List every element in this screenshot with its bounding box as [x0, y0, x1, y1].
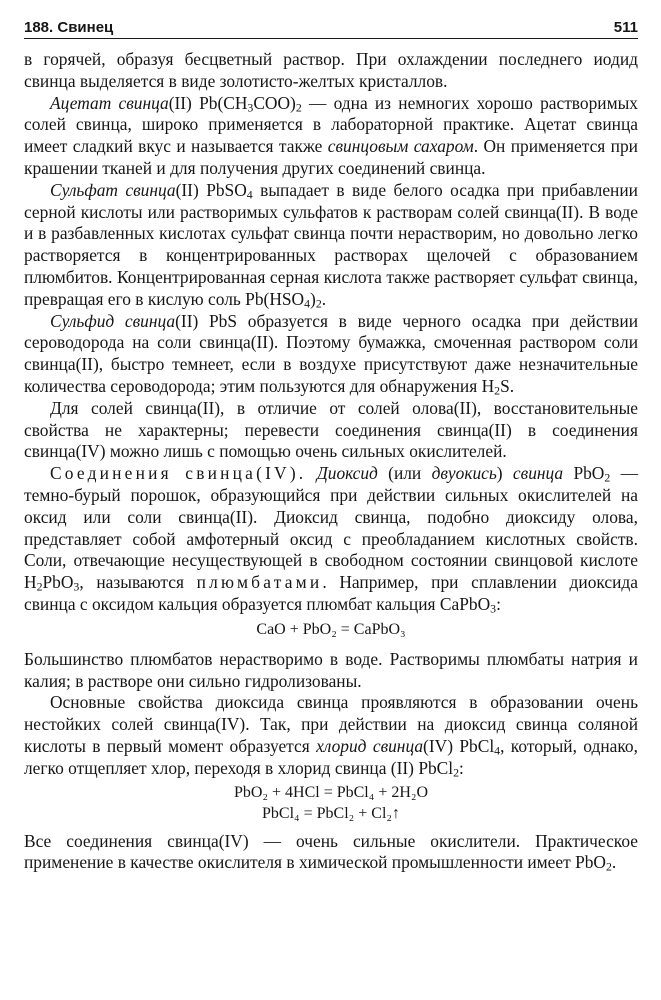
text: , который, однако, легко отщепляет хлор, переходя в хлорид свинца (II) [24, 735, 638, 778]
formula-part: PbSO [206, 179, 247, 200]
formula-part: CaPbO [439, 593, 491, 614]
text: : [496, 593, 501, 614]
term-sulfate: Сульфат свинца [50, 179, 176, 200]
text: — одна из немногих хорошо растворимых солей свинца, широко применяется в лабораторной практике. Ацетат свинца имеет сладкий вкус и называется также [24, 92, 638, 157]
paragraph-acetate [24, 93, 638, 180]
text: . Например, при сплавлении диоксида свинца с оксидом кальция образуется плюмбат кальция [24, 572, 638, 614]
formula-capbo3 [440, 594, 496, 614]
text: . [611, 852, 617, 873]
text: . [321, 288, 327, 309]
section-heading-lead-iv: Соединения свинца(IV). [50, 463, 307, 484]
oxidation-state: (II) [175, 179, 199, 200]
text: : [459, 757, 464, 778]
subscript: 2 [606, 859, 612, 874]
term-svintsa: свинца [512, 463, 564, 484]
formula-pbo2 [563, 463, 610, 483]
formula-acetate [199, 93, 302, 113]
subscript: 4 [494, 743, 501, 758]
formula-part: H [481, 375, 495, 396]
subscript: 4 [246, 187, 253, 202]
formula-part: PbO [42, 572, 74, 593]
paragraph-basic-props [24, 692, 638, 779]
equation-cao-pbo2: CaO + PbO₂ = CaPbO₃ [256, 620, 406, 638]
paragraph-reducing: Для солей свинца(II), в отличие от солей олова(II), восстановительные свойства не характерны; перевести соединения свинца(II) в соединения свинца(IV) можно лишь с помощью очень сильных окислителей. [24, 397, 638, 462]
formula-part: S [500, 375, 510, 396]
text: Все соединения свинца(IV) — очень сильные окислители. Практическое применение в качестве окислителя в химической промышленности имеет [24, 830, 638, 873]
oxidation-state: (IV) [423, 735, 453, 756]
term-chloride: хлорид свинца [316, 735, 424, 756]
formula-part: COO) [253, 92, 296, 113]
formula-sulfate [206, 180, 253, 200]
page-header [24, 14, 638, 39]
equation-block [24, 782, 638, 824]
text: ) [496, 463, 513, 484]
formula-part: PbO [575, 852, 606, 873]
subscript: 3 [73, 579, 80, 594]
formula-h2s [482, 376, 510, 396]
paragraph-sulfate [24, 180, 638, 311]
subscript: 2 [453, 765, 460, 780]
page-number: 511 [613, 19, 638, 36]
formula-pbcl2 [418, 758, 459, 778]
subscript: 2 [295, 100, 302, 115]
formula-part: PbCl [452, 735, 495, 756]
book-page [24, 14, 638, 874]
text: — темно-бурый порошок, образующийся при действии сильных окислителей на оксид или соли свинца(II). Диоксид свинца, подобно диоксиду олова, представляет собой амфотерный оксид с преобладанием кислотных свойств. Соли, отвечающие несуществующей в свободном состоянии свинцовой кислоте [24, 463, 639, 571]
page-body [24, 49, 638, 874]
paragraph-oxidizers [24, 831, 638, 875]
subscript: 3 [490, 601, 497, 616]
term-dvuokis: двуокись [431, 463, 497, 484]
text: выпадает в виде белого осадка при прибавлении серной кислоты или растворимых сульфатов к растворам солей свинца(II). В воде и в разбавленных кислотах сульфат свинца почти нерастворим, но довольно легко растворяется в концентрированных растворах щелочей с образованием плюмбитов. Концентрированная серная кислота также растворяет сульфат свинца, превращая его в кислую соль [24, 179, 638, 309]
formula-part: H [24, 572, 37, 593]
text: , называются [79, 572, 197, 593]
formula-part: ) [310, 288, 316, 309]
section-title: 188. Свинец [24, 19, 114, 36]
oxidation-state: (II) [168, 92, 192, 113]
text: . Он применяется при крашении тканей и для получения других соединений свинца. [24, 136, 638, 178]
text: образуется в виде черного осадка при действии сероводорода на соли свинца(II). Поэтому бумажка, смоченная раствором соли свинца(II), быстро темнеет, если в воздухе присутствуют даже незначительные количества сероводорода; этим пользуются для обнаружения [24, 310, 638, 396]
paragraph-iodide-end: в горячей, образуя бесцветный раствор. При охлаждении последнего иодид свинца выделяется в виде золотисто-желтых кристаллов. [24, 49, 638, 91]
term-sulfide: Сульфид свинца [50, 310, 176, 331]
subscript: 3 [247, 100, 254, 115]
formula-pbcl4 [453, 736, 500, 756]
term-acetate: Ацетат свинца [50, 92, 169, 113]
paragraph-sulfide [24, 311, 638, 398]
subscript: 2 [494, 383, 501, 398]
paragraph-plumbates: Большинство плюмбатов нерастворимо в воде. Растворимы плюмбаты натрия и калия; в растворе они сильно гидролизованы. [24, 648, 638, 691]
text: Основные свойства диоксида свинца проявляются в образовании очень нестойких солей свинца(IV). Так, при действии на диоксид свинца соляной кислоты в первый момент образуется [24, 692, 638, 756]
equation-pbcl4-decomp: PbCl₄ = PbCl₂ + Cl₂↑ [262, 804, 400, 822]
formula-sulfide: PbS [209, 310, 238, 331]
subscript: 2 [604, 470, 611, 485]
text: . [509, 375, 515, 396]
subscript: 4 [304, 296, 311, 311]
term-lead-sugar: свинцовым сахаром [327, 136, 474, 157]
formula-pbo2-final [575, 852, 612, 872]
formula-part: Pb(CH [199, 92, 248, 113]
formula-part: PbCl [418, 757, 454, 778]
formula-hydrosulfate [245, 289, 322, 309]
formula-part: PbO [563, 463, 605, 484]
subscript: 2 [36, 579, 43, 594]
subscript: 2 [315, 296, 322, 311]
term-plumbates: плюмбатами [196, 572, 323, 593]
equation-pbo2-hcl: PbO₂ + 4HCl = PbCl₄ + 2H₂O [233, 783, 429, 801]
term-dioxide: Диоксид [316, 463, 378, 484]
paragraph-lead-iv [24, 463, 638, 616]
text: (или [377, 463, 432, 484]
formula-h2pbo3 [24, 572, 79, 592]
oxidation-state: (II) [175, 310, 199, 331]
formula-part: Pb(HSO [245, 288, 305, 309]
